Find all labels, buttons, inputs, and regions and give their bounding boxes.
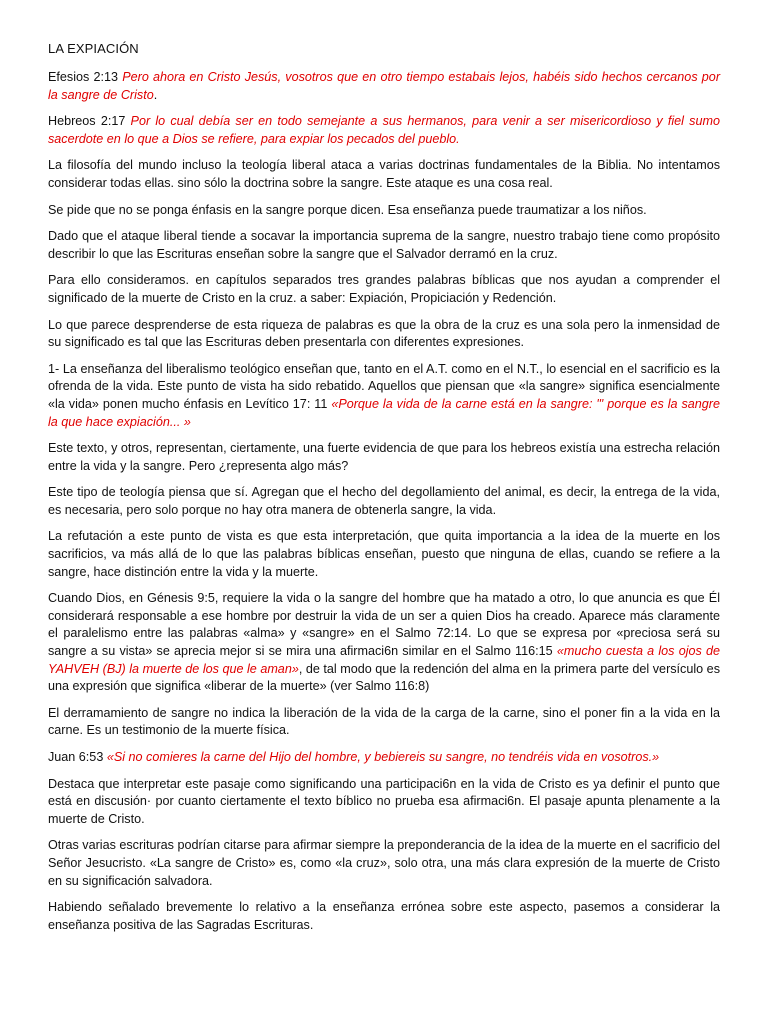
paragraph-levitico bbox=[48, 361, 720, 431]
paragraph: Este tipo de teología piensa que sí. Agregan que el hecho del degollamiento del animal, es decir, la entrega de la vida, es necesaria, pero solo porque no hay otra manera de obtenerla sangre, la vida. bbox=[48, 485, 720, 517]
paragraph: Habiendo señalado brevemente lo relativo a la enseñanza errónea sobre este aspecto, pasemos a considerar la enseñanza positiva de las Sagradas Escrituras. bbox=[48, 900, 720, 932]
paragraph-genesis bbox=[48, 590, 720, 696]
verse-reference: Juan 6:53 bbox=[48, 750, 104, 764]
paragraph: La refutación a este punto de vista es que esta interpretación, que quita importancia a la idea de la muerte en los sacrificios, va más allá de lo que las palabras bíblicas enseñan, puesto que ninguna de ellas, cuando se refiere a la sangre, hace distinción entre la vida y la muerte. bbox=[48, 529, 720, 579]
paragraph: Otras varias escrituras podrían citarse para afirmar siempre la preponderancia de la idea de la muerte en el sacrificio del Señor Jesucristo. «La sangre de Cristo» es, como «la cruz», solo otra, una más clara expresión de la muerte de Cristo en su significación salvadora. bbox=[48, 838, 720, 888]
paragraph-text: 1- La enseñanza del liberalismo teológico enseñan que, tanto en el A.T. como en el N.T., lo esencial en el sacrificio es la ofrenda de la vida. Este punto de vista ha sido rebatido. Aquellos que piensan que «la sangre» significa esencialmente «la vida» ponen mucho énfasis en Levítico 17: 11 bbox=[48, 361, 720, 411]
verse-reference: Efesios 2:13 bbox=[48, 70, 119, 84]
paragraph: Para ello consideramos. en capítulos separados tres grandes palabras bíblicas que nos ayudan a comprender el significado de la muerte de Cristo en la cruz. a saber: Expiación, Propiciación y Redención. bbox=[48, 273, 720, 305]
verse-quote: «Si no comieres la carne del Hijo del hombre, y bebiereis su sangre, no tendréis vida en vosotros.» bbox=[106, 750, 660, 764]
verse-juan bbox=[48, 749, 720, 767]
paragraph-text: Cuando Dios, en Génesis 9:5, requiere la vida o la sangre del hombre que ha matado a otro, lo que anuncia es que Él considerará responsable a ese hombre por destruir la vida de un ser a quien Dios ha creado. Aparece más claramente el paralelismo entre las palabras «alma» y «sangre» en el Salmo 72:14. Lo que se expresa por «preciosa será su sangre a su vista» se aprecia mejor si se mira una afirmaci6n similar en el Salmo 116:15 bbox=[48, 591, 720, 659]
paragraph: El derramamiento de sangre no indica la liberación de la vida de la carga de la carne, sino el poner fin a la vida en la carne. Es un testimonio de la muerte física. bbox=[48, 705, 720, 738]
verse-quote: «Porque la vida de la carne está en la sangre: "' porque es la sangre la que hace expiación... » bbox=[48, 396, 720, 429]
paragraph-text: , de tal modo que la redención del alma en la primera parte del versículo es una expresión que significa «liberar de la muerte» (ver Salmo 116:8) bbox=[48, 661, 720, 694]
paragraph: La filosofía del mundo incluso la teología liberal ataca a varias doctrinas fundamentales de la Biblia. No intentamos considerar todas ellas. sino sólo la doctrina sobre la sangre. Este ataque es una cosa real. bbox=[48, 158, 720, 190]
verse-hebreos bbox=[48, 113, 720, 148]
paragraph: Se pide que no se ponga énfasis en la sangre porque dicen. Esa enseñanza puede traumatizar a los niños. bbox=[48, 202, 647, 217]
verse-quote: Pero ahora en Cristo Jesús, vosotros que en otro tiempo estabais lejos, habéis sido hechos cercanos por la sangre de Cristo bbox=[48, 70, 721, 102]
paragraph: Destaca que interpretar este pasaje como significando una participaci6n en la vida de Cristo es ya definir el punto que está en discusión· por cuanto ciertamente el texto bíblico no prueba esa afirmaci6n. El pasaje apunta plenamente a la muerte de Cristo. bbox=[48, 776, 720, 826]
verse-quote: «mucho cuesta a los ojos de YAHVEH (BJ) la muerte de los que le aman» bbox=[48, 644, 721, 676]
verse-reference: Hebreos 2:17 bbox=[48, 114, 126, 129]
paragraph: Dado que el ataque liberal tiende a socavar la importancia suprema de la sangre, nuestro trabajo tiene como propósito describir lo que las Escrituras enseñan sobre la sangre que el Salvador derramó en la cruz. bbox=[48, 229, 720, 261]
paragraph: Este texto, y otros, representan, ciertamente, una fuerte evidencia de que para los hebreos existía una estrecha relación entre la vida y la sangre. Pero ¿representa algo más? bbox=[48, 441, 720, 473]
verse-tail: . bbox=[153, 87, 158, 102]
document-title: LA EXPIACIÓN bbox=[48, 41, 139, 56]
verse-quote: Por lo cual debía ser en todo semejante a sus hermanos, para venir a ser misericordioso y fiel sumo sacerdote en lo que a Dios se refiere, para expiar los pecados del pueblo. bbox=[48, 114, 720, 146]
paragraph: Lo que parece desprenderse de esta riqueza de palabras es que la obra de la cruz es una sola pero la inmensidad de su significado es tal que las Escrituras deben presentarla con diferentes expresiones. bbox=[48, 317, 720, 350]
verse-efesios bbox=[48, 69, 720, 104]
